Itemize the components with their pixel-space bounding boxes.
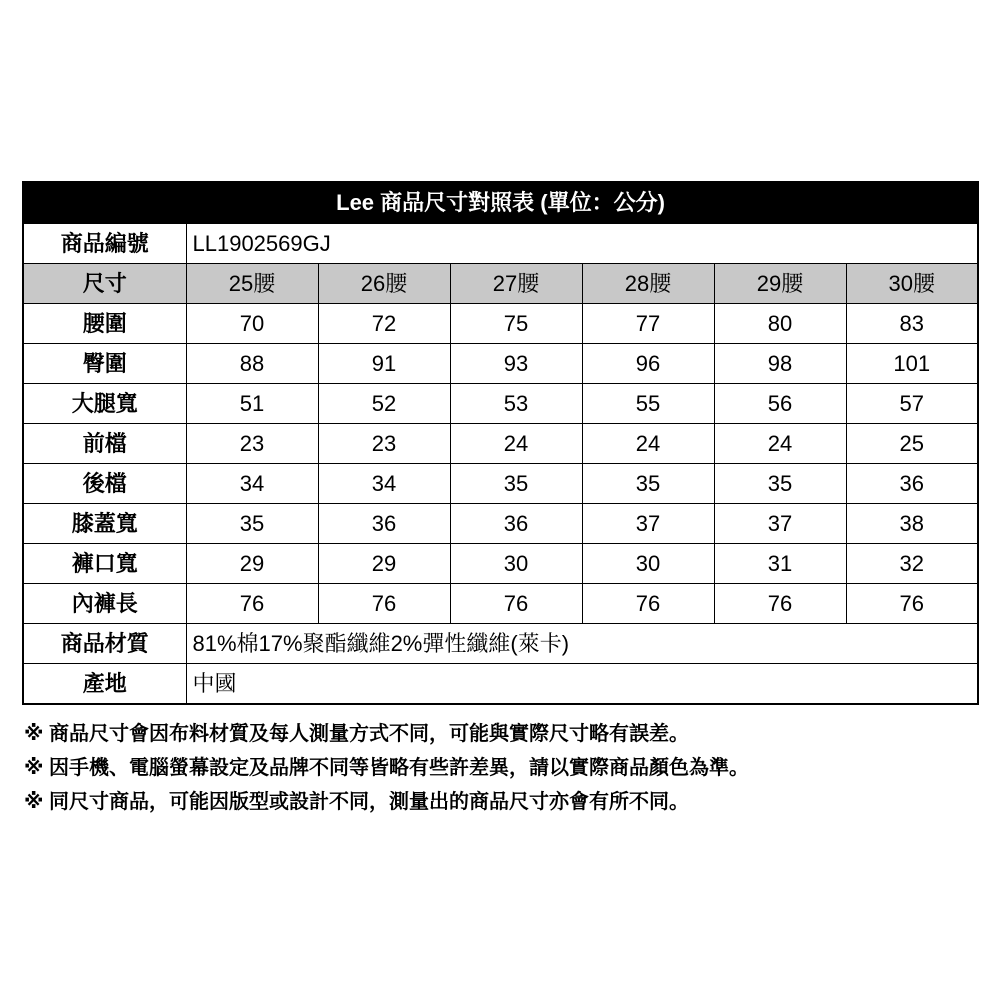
measurement-row-hip <box>23 344 978 384</box>
note-line: ※ 同尺寸商品，可能因版型或設計不同，測量出的商品尺寸亦會有所不同。 <box>24 791 689 813</box>
measurement-value: 24 <box>582 424 714 464</box>
origin-value: 中國 <box>186 664 978 705</box>
measurement-value: 35 <box>450 464 582 504</box>
measurement-value: 37 <box>714 504 846 544</box>
measurement-value: 53 <box>450 384 582 424</box>
measurement-row-knee <box>23 504 978 544</box>
notes-section <box>24 717 974 819</box>
measurement-value: 35 <box>714 464 846 504</box>
measurement-row-thigh <box>23 384 978 424</box>
measurement-value: 32 <box>846 544 978 584</box>
measurement-value: 96 <box>582 344 714 384</box>
measurement-label: 內褲長 <box>23 584 186 624</box>
measurement-value: 76 <box>450 584 582 624</box>
material-row <box>23 624 978 664</box>
measurement-value: 52 <box>318 384 450 424</box>
measurement-value: 83 <box>846 304 978 344</box>
measurement-row-back-rise <box>23 464 978 504</box>
measurement-label: 膝蓋寬 <box>23 504 186 544</box>
measurement-value: 35 <box>582 464 714 504</box>
measurement-label: 大腿寬 <box>23 384 186 424</box>
measurement-value: 72 <box>318 304 450 344</box>
size-table <box>22 181 979 705</box>
measurement-label: 後檔 <box>23 464 186 504</box>
measurement-value: 70 <box>186 304 318 344</box>
measurement-value: 57 <box>846 384 978 424</box>
measurement-value: 23 <box>318 424 450 464</box>
measurement-value: 25 <box>846 424 978 464</box>
size-header-cell: 30腰 <box>846 264 978 304</box>
note-line: ※ 商品尺寸會因布料材質及每人測量方式不同，可能與實際尺寸略有誤差。 <box>24 723 689 745</box>
measurement-value: 24 <box>450 424 582 464</box>
note-line: ※ 因手機、電腦螢幕設定及品牌不同等皆略有些許差異，請以實際商品顏色為準。 <box>24 757 749 779</box>
measurement-row-waist <box>23 304 978 344</box>
measurement-value: 101 <box>846 344 978 384</box>
measurement-value: 55 <box>582 384 714 424</box>
table-title: Lee 商品尺寸對照表 (單位：公分) <box>23 182 978 224</box>
measurement-label: 前檔 <box>23 424 186 464</box>
measurement-value: 30 <box>450 544 582 584</box>
measurement-value: 76 <box>186 584 318 624</box>
measurement-value: 76 <box>318 584 450 624</box>
product-code-value: LL1902569GJ <box>186 224 978 264</box>
size-header-cell: 28腰 <box>582 264 714 304</box>
size-header-label: 尺寸 <box>23 264 186 304</box>
measurement-value: 98 <box>714 344 846 384</box>
size-header-row <box>23 264 978 304</box>
measurement-value: 24 <box>714 424 846 464</box>
measurement-value: 31 <box>714 544 846 584</box>
measurement-row-front-rise <box>23 424 978 464</box>
measurement-value: 88 <box>186 344 318 384</box>
measurement-value: 80 <box>714 304 846 344</box>
measurement-value: 35 <box>186 504 318 544</box>
product-code-label: 商品編號 <box>23 224 186 264</box>
measurement-value: 29 <box>318 544 450 584</box>
measurement-value: 51 <box>186 384 318 424</box>
measurement-row-inseam <box>23 584 978 624</box>
measurement-value: 30 <box>582 544 714 584</box>
measurement-value: 91 <box>318 344 450 384</box>
measurement-label: 腰圍 <box>23 304 186 344</box>
measurement-label: 褲口寬 <box>23 544 186 584</box>
measurement-value: 23 <box>186 424 318 464</box>
size-header-cell: 26腰 <box>318 264 450 304</box>
product-code-row <box>23 224 978 264</box>
measurement-value: 36 <box>450 504 582 544</box>
table-title-row <box>23 182 978 224</box>
material-value: 81%棉17%聚酯纖維2%彈性纖維(萊卡) <box>186 624 978 664</box>
measurement-value: 75 <box>450 304 582 344</box>
origin-label: 產地 <box>23 664 186 705</box>
material-label: 商品材質 <box>23 624 186 664</box>
size-chart <box>22 181 978 705</box>
measurement-value: 56 <box>714 384 846 424</box>
measurement-value: 38 <box>846 504 978 544</box>
measurement-value: 76 <box>582 584 714 624</box>
measurement-value: 93 <box>450 344 582 384</box>
measurement-value: 37 <box>582 504 714 544</box>
measurement-value: 76 <box>846 584 978 624</box>
measurement-value: 36 <box>318 504 450 544</box>
measurement-row-leg-opening <box>23 544 978 584</box>
measurement-value: 29 <box>186 544 318 584</box>
measurement-value: 34 <box>318 464 450 504</box>
size-header-cell: 25腰 <box>186 264 318 304</box>
measurement-value: 34 <box>186 464 318 504</box>
measurement-value: 77 <box>582 304 714 344</box>
measurement-value: 76 <box>714 584 846 624</box>
measurement-label: 臀圍 <box>23 344 186 384</box>
origin-row <box>23 664 978 705</box>
measurement-value: 36 <box>846 464 978 504</box>
size-header-cell: 27腰 <box>450 264 582 304</box>
size-header-cell: 29腰 <box>714 264 846 304</box>
